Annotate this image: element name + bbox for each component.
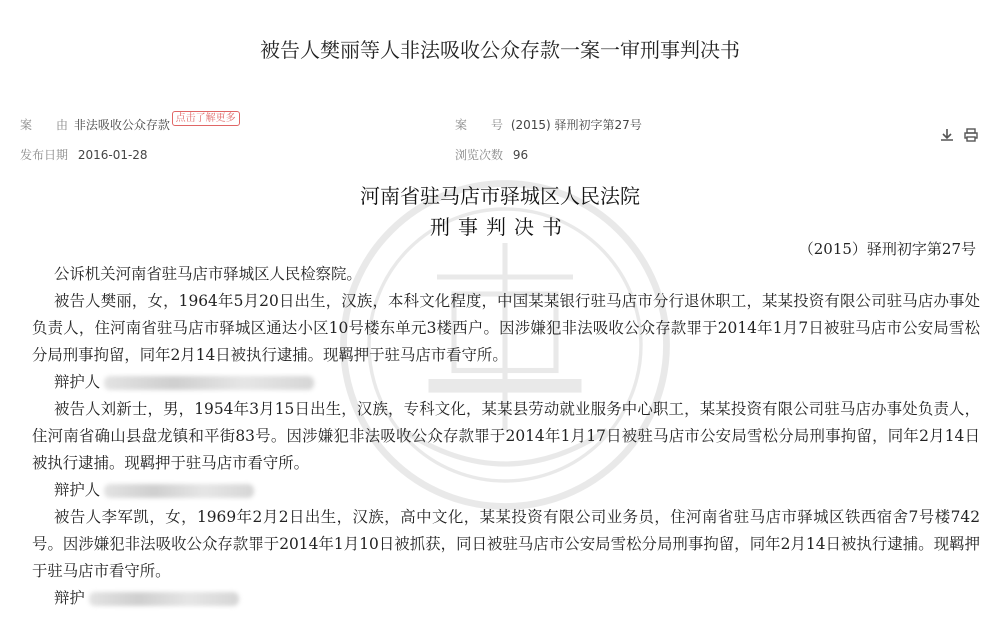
publish-date-value: 2016-01-28 xyxy=(77,148,148,162)
redacted-text xyxy=(104,376,314,390)
redacted-text xyxy=(104,484,254,498)
publish-date-label: 发布日期 xyxy=(20,148,69,162)
case-cause xyxy=(20,113,240,134)
print-icon[interactable] xyxy=(964,130,978,146)
defender-line xyxy=(32,585,980,612)
defender-label: 辩护人 xyxy=(54,373,101,391)
case-number-value: (2015) 驿刑初字第27号 xyxy=(510,118,642,132)
case-number xyxy=(455,116,642,133)
redacted-text xyxy=(89,592,239,606)
publish-date xyxy=(20,146,148,163)
case-cause-value: 非法吸收公众存款 xyxy=(73,118,170,132)
page-title: 被告人樊丽等人非法吸收公众存款一案一审刑事判决书 xyxy=(260,38,740,62)
learn-more-link[interactable]: 点击了解更多 xyxy=(172,111,240,126)
case-cause-label: 案 由 xyxy=(20,118,69,132)
defender-label: 辩护人 xyxy=(54,481,101,499)
defender-label: 辩护 xyxy=(54,589,85,607)
view-count-label: 浏览次数 xyxy=(455,148,504,162)
defendant-paragraph: 被告人刘新士，男，1954年3月15日出生，汉族，专科文化，某某县劳动就业服务中心职工，某某投资有限公司驻马店办事处负责人，住河南省确山县盘龙镇和平街83号。因涉嫌犯非法吸收公众存款罪于2014年1月17日被驻马店市公安局雪松分局刑事拘留，同年2月14日被执行逮捕。现羁押于驻马店市看守所。 xyxy=(32,400,980,472)
defendant-paragraph: 被告人李军凯，女，1969年2月2日出生，汉族，高中文化，某某投资有限公司业务员，住河南省驻马店市驿城区铁西宿舍7号楼742号。因涉嫌犯非法吸收公众存款罪于2014年1月10日被抓获，同日被驻马店市公安局雪松分局刑事拘留，同年2月14日被执行逮捕。现羁押于驻马店市看守所。 xyxy=(32,508,980,580)
defender-line xyxy=(32,369,980,396)
view-count-value: 96 xyxy=(512,148,529,162)
download-icon[interactable] xyxy=(940,130,958,146)
doc-actions xyxy=(940,128,984,146)
view-count xyxy=(455,146,528,163)
document-case-number: （2015）驿刑初字第27号 xyxy=(798,240,976,258)
defendant-paragraph: 被告人樊丽，女，1964年5月20日出生，汉族，本科文化程度，中国某某银行驻马店市分行退休职工，某某投资有限公司驻马店办事处负责人，住河南省驻马店市驿城区通达小区10号楼东单元3楼西户。因涉嫌犯非法吸收公众存款罪于2014年1月7日被驻马店市公安局雪松分局刑事拘留，同年2月14日被执行逮捕。现羁押于驻马店市看守所。 xyxy=(32,292,980,364)
case-number-label: 案 号 xyxy=(455,118,504,132)
judgment-body xyxy=(32,261,980,612)
prosecutor-paragraph: 公诉机关河南省驻马店市驿城区人民检察院。 xyxy=(54,265,362,283)
defender-line xyxy=(32,477,980,504)
document-type: 刑事判决书 xyxy=(430,215,570,239)
court-name: 河南省驻马店市驿城区人民法院 xyxy=(360,184,640,208)
